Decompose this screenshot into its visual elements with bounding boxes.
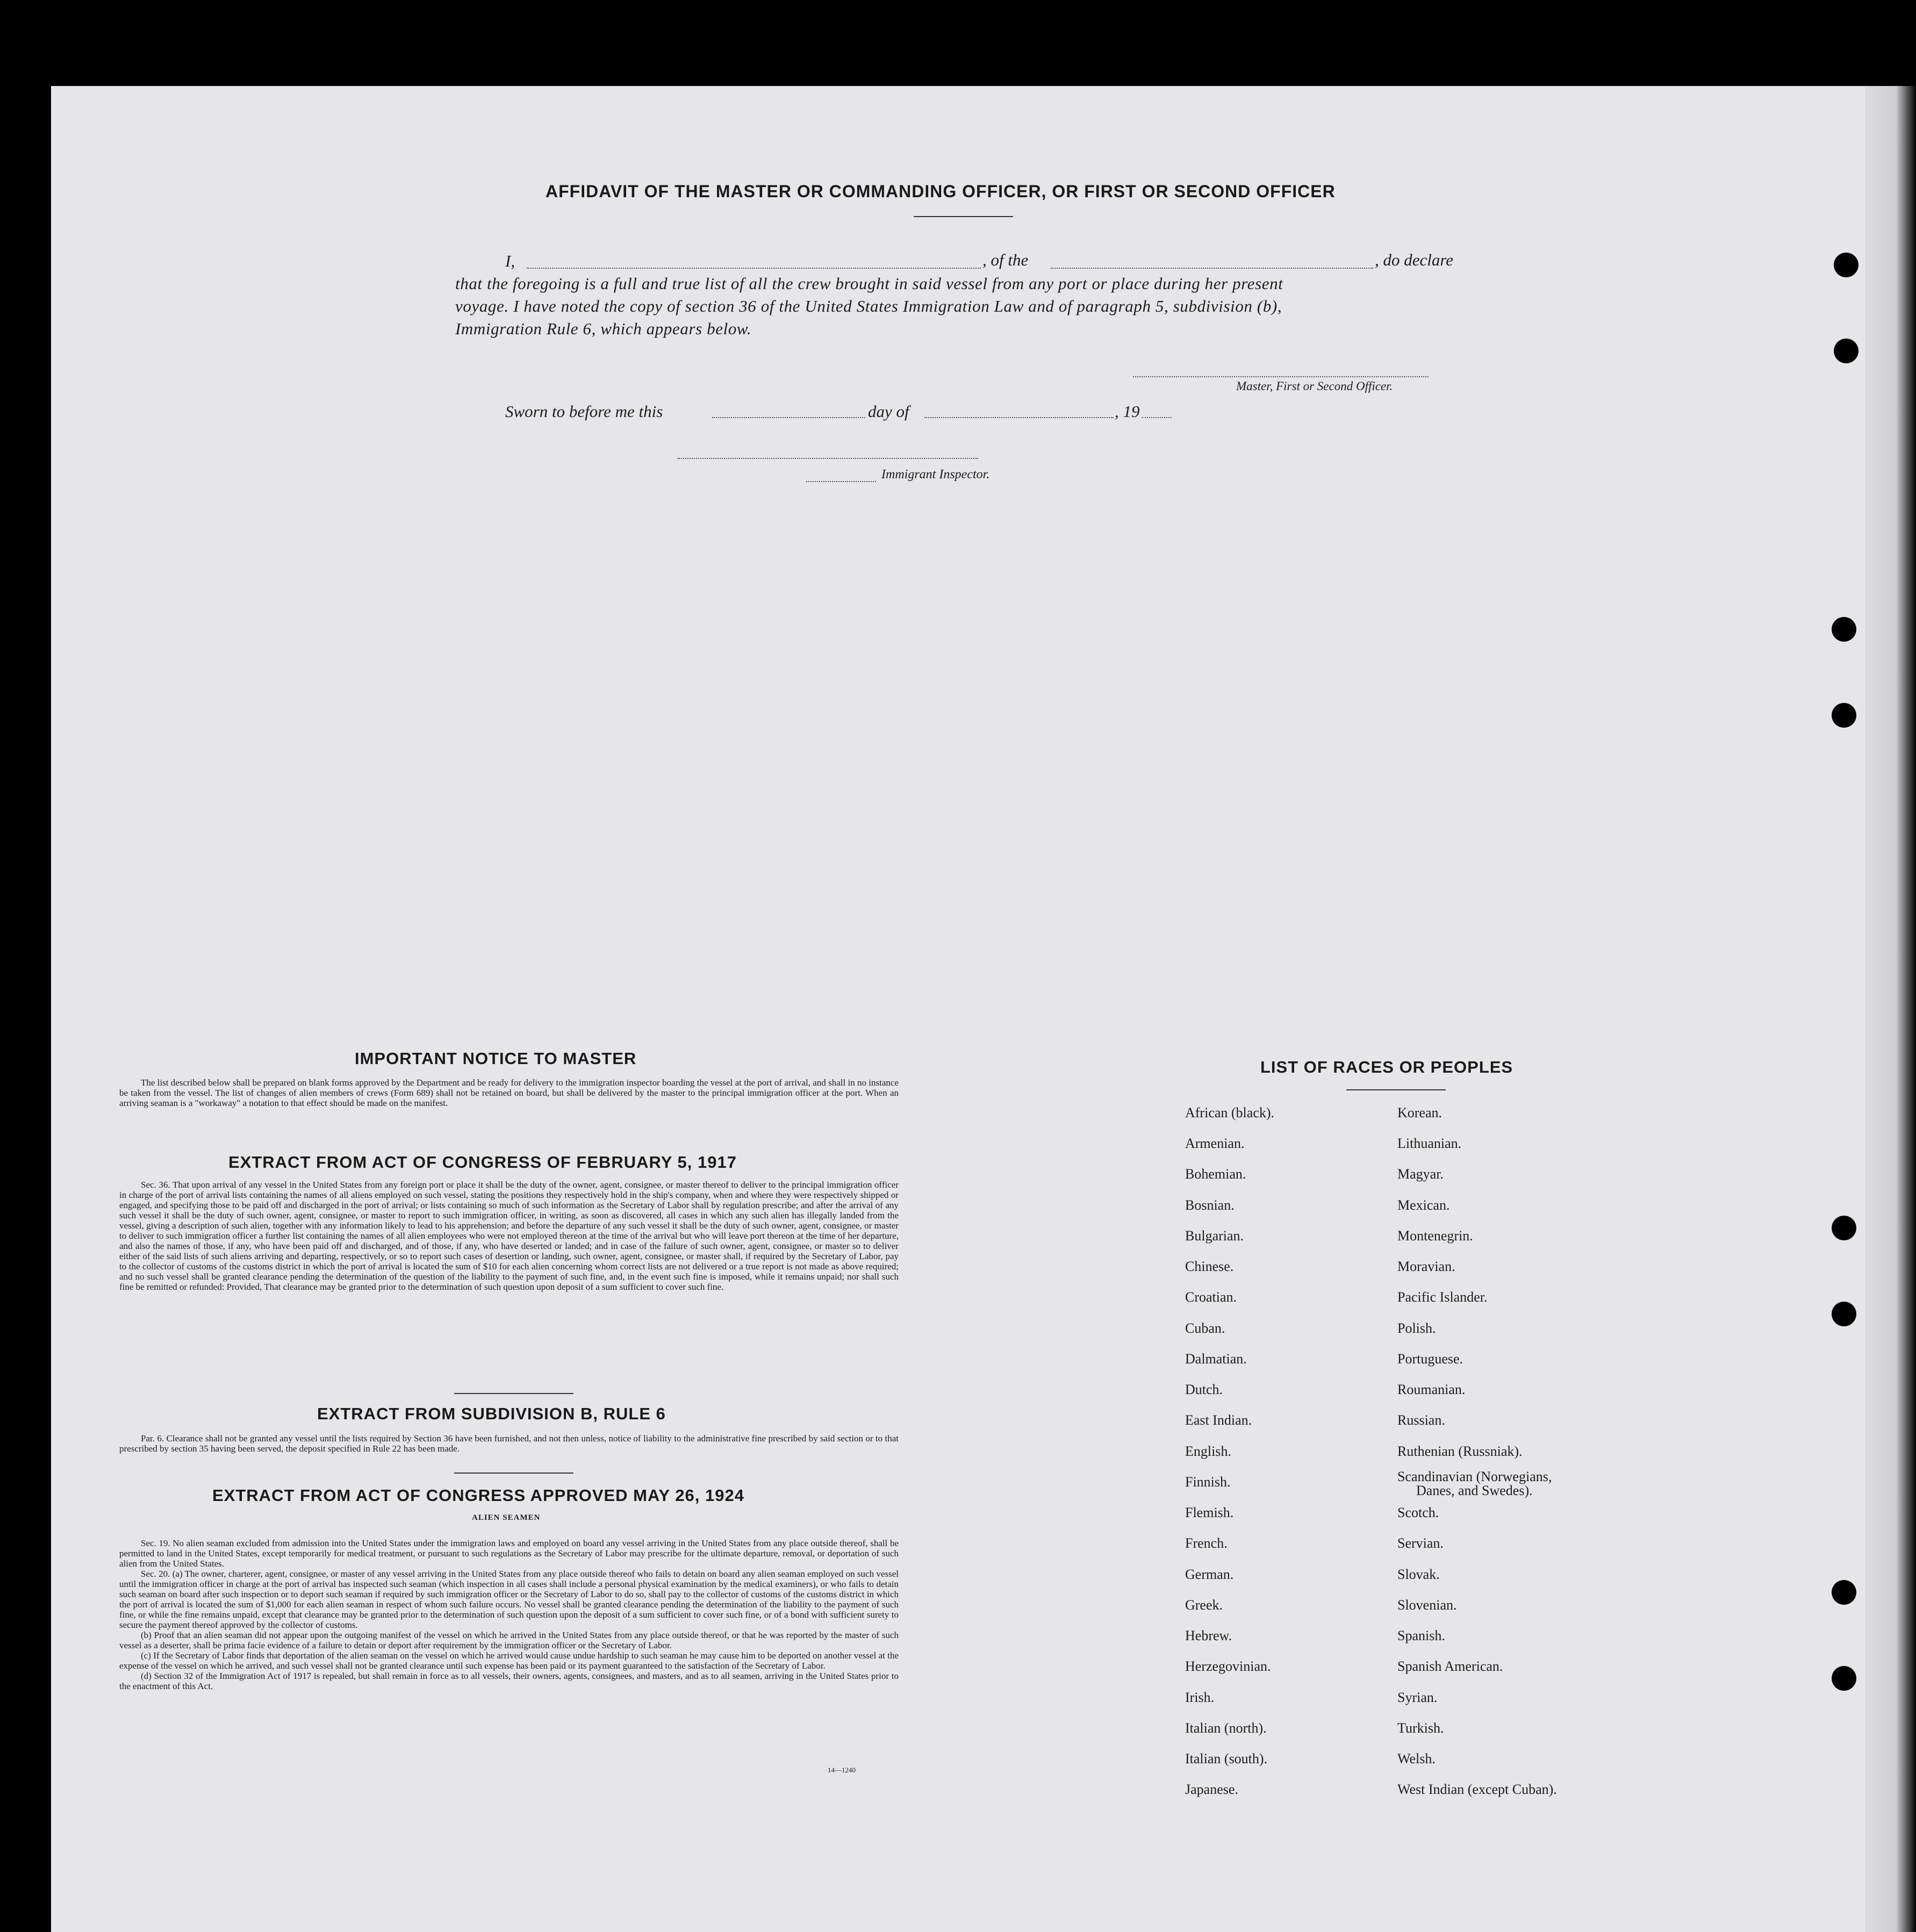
race-item: Japanese. — [1185, 1782, 1238, 1797]
extract-1924-paragraph: Sec. 19. No alien seaman excluded from admission into the United States under the immigration laws and employed on board any vessel arriving in the United States from any place outside thereof, shall be permitted to land in the United States, except temporarily for medical treatment, or pursuant to such regulations as the Secretary of Labor may prescribe for the ultimate departure, removal, or deportation of such alien from the United States. — [119, 1538, 899, 1569]
race-item: Russian. — [1397, 1412, 1445, 1428]
race-item: Welsh. — [1397, 1751, 1436, 1766]
notice-body: The list described below shall be prepared on blank forms approved by the Department and be ready for delivery to the immigration inspector boarding the vessel at the port of arrival, and shall in no instance be taken from the vessel. The list of changes of alien members of crews (Form 689) shall not be retained on board, but shall be delivered by the master to the principal immigration officer at the port. When an arriving seaman is a "workaway" a notation to that effect should be made on the manifest. — [119, 1078, 899, 1108]
race-item: Croatian. — [1185, 1289, 1237, 1305]
section-divider — [454, 1473, 573, 1474]
race-item: Cuban. — [1185, 1320, 1225, 1336]
race-item: Slovak. — [1397, 1567, 1440, 1582]
form-number: 14—1240 — [828, 1766, 856, 1774]
race-item: German. — [1185, 1567, 1234, 1582]
race-item: Magyar. — [1397, 1166, 1444, 1182]
race-item: Dalmatian. — [1185, 1351, 1247, 1367]
affidavit-line-4: Immigration Rule 6, which appears below. — [455, 319, 752, 338]
race-item: Portuguese. — [1397, 1351, 1463, 1367]
punch-hole — [1832, 1580, 1856, 1605]
race-item: Turkish. — [1397, 1720, 1444, 1736]
signature-field[interactable] — [1133, 376, 1429, 377]
affidavit-i: I, — [505, 252, 515, 270]
race-item: Bosnian. — [1185, 1197, 1235, 1213]
race-item: Lithuanian. — [1397, 1136, 1462, 1151]
race-item: Herzegovinian. — [1185, 1658, 1271, 1674]
race-item: Servian. — [1397, 1535, 1444, 1551]
sworn-day-field[interactable] — [712, 417, 865, 418]
title-underline — [914, 216, 1013, 217]
race-item: Finnish. — [1185, 1474, 1231, 1490]
sworn-year-field[interactable] — [1142, 417, 1172, 418]
punch-hole — [1832, 703, 1856, 728]
inspector-label: Immigrant Inspector. — [881, 468, 990, 482]
extract-1924-paragraph: (d) Section 32 of the Immigration Act of 1917 is repealed, but shall remain in force as to all vessels, their owners, agents, consignees, and masters, and as to all seamen, arriving in the United States prior to the enactment of this Act. — [119, 1671, 899, 1691]
name-field[interactable] — [527, 268, 981, 269]
race-item: French. — [1185, 1535, 1228, 1551]
extract-1924-paragraph: (c) If the Secretary of Labor finds that deportation of the alien seaman on the vessel on which he arrived would cause undue hardship to such seaman he may cause him to be deported on another vessel at the expense of the vessel on which he arrived, and such vessel shall not be granted clearance until such expense has been paid or its payment guaranteed to the satisfaction of the Secretary of Labor. — [119, 1650, 899, 1671]
race-item: Armenian. — [1185, 1136, 1245, 1151]
extract-1924-paragraph: (b) Proof that an alien seaman did not appear upon the outgoing manifest of the vessel on which he arrived in the United States from any place outside thereof, or that he was reported by the master of such vessel as a deserter, shall be prima facie evidence of a failure to detain or deport after requirement by the immigration officer or the Secretary of Labor. — [119, 1630, 899, 1650]
race-item: West Indian (except Cuban). — [1397, 1782, 1557, 1797]
rule6-body: Par. 6. Clearance shall not be granted any vessel until the lists required by Section 36 have been furnished, and not then unless, notice of liability to the administrative fine prescribed by said section or to that prescribed by section 35 having been served, the deposit specified in Rule 22 has been made. — [119, 1433, 899, 1454]
punch-hole — [1832, 1216, 1856, 1240]
race-item: Hebrew. — [1185, 1628, 1232, 1643]
race-item: Syrian. — [1397, 1690, 1438, 1705]
race-item: Scotch. — [1397, 1505, 1439, 1520]
affidavit-title: AFFIDAVIT OF THE MASTER OR COMMANDING OFFICER, OR FIRST OR SECOND OFFICER — [546, 182, 1336, 201]
races-title-underline — [1346, 1089, 1446, 1090]
race-item: Danes, and Swedes). — [1416, 1483, 1533, 1498]
extract-1924-body — [119, 1538, 899, 1691]
inspector-signature-field[interactable] — [677, 458, 978, 459]
race-item: Dutch. — [1185, 1382, 1223, 1397]
race-item: Bohemian. — [1185, 1166, 1246, 1182]
race-item: Korean. — [1397, 1105, 1443, 1121]
race-item: Moravian. — [1397, 1259, 1455, 1274]
race-item: East Indian. — [1185, 1412, 1252, 1428]
punch-hole — [1832, 1302, 1856, 1326]
races-title: LIST OF RACES OR PEOPLES — [1260, 1058, 1513, 1076]
race-item: Irish. — [1185, 1690, 1215, 1705]
day-of-text: day of — [868, 402, 909, 421]
race-item: Roumanian. — [1397, 1382, 1466, 1397]
race-item: Flemish. — [1185, 1505, 1234, 1520]
race-item: Greek. — [1185, 1597, 1223, 1613]
vessel-field[interactable] — [1051, 268, 1373, 269]
sworn-month-field[interactable] — [924, 417, 1114, 418]
race-item: English. — [1185, 1443, 1231, 1459]
race-item: African (black). — [1185, 1105, 1275, 1121]
affidavit-line-2: that the foregoing is a full and true list of all the crew brought in said vessel from any port or place during her present — [455, 274, 1283, 293]
race-item: Bulgarian. — [1185, 1228, 1244, 1244]
punch-hole — [1834, 253, 1858, 277]
page-edge-shadow — [1865, 86, 1916, 1932]
race-item: Spanish American. — [1397, 1658, 1503, 1674]
extract-1924-title: EXTRACT FROM ACT OF CONGRESS APPROVED MAY 26, 1924 — [212, 1486, 744, 1505]
affidavit-line-3: voyage. I have noted the copy of section 36 of the United States Immigration Law and of paragraph 5, subdivision (b), — [455, 297, 1282, 315]
inspector-port-field[interactable] — [806, 481, 876, 482]
race-item: Italian (north). — [1185, 1720, 1267, 1736]
affidavit-of-the: , of the — [982, 250, 1029, 269]
signature-label: Master, First or Second Officer. — [1236, 379, 1393, 393]
race-item: Polish. — [1397, 1320, 1436, 1336]
race-item: Ruthenian (Russniak). — [1397, 1443, 1523, 1459]
punch-hole — [1832, 1666, 1856, 1691]
race-item: Pacific Islander. — [1397, 1289, 1488, 1305]
race-item: Spanish. — [1397, 1628, 1445, 1643]
extract-1917-body: Sec. 36. That upon arrival of any vessel in the United States from any foreign port or place it shall be the duty of the owner, agent, consignee, or master thereof to deliver to the principal immigration officer in charge of the port of arrival lists containing the names of all aliens employed on such vessel, stating the positions they respectively hold in the ship's company, when and where they were respectively shipped or engaged, and specifying those to be paid off and discharged in the port of arrival; or lists containing so much of such information as the Secretary of Labor shall by regulation prescribe; and after the arrival of any such vessel it shall be the duty of such owner, agent, consignee, or master to report to such immigration officer, in writing, as soon as discovered, all cases in which any such alien has illegally landed from the vessel, giving a description of such alien, together with any information likely to lead to his apprehension; and before the departure of any such vessel it shall be the duty of such owner, agent, consignee, or master to deliver to such immigration officer a further list containing the names of all alien employees who were not employed thereon at the time of the arrival but who will leave port thereon at the time of her departure, and also the names of those, if any, who have been paid off and discharged, and of those, if any, who have deserted or landed; and in case of the failure of such owner, agent, consignee, or master so to deliver either of the said lists of such aliens arriving and departing, respectively, or so to report such cases of desertion or landing, such owner, agent, consignee, or master shall, if required by the Secretary of Labor, pay to the collector of customs of the customs district in which the port of arrival is located the sum of $10 for each alien concerning whom correct lists are not delivered or a true report is not made as above required; and no such vessel shall be granted clearance pending the determination of the question of the liability to the payment of such fine, and, in the event such fine is imposed, while it remains unpaid; nor shall such fine be remitted or refunded: Provided, That clearance may be granted prior to the determination of such question upon deposit of a sum sufficient to cover such fine. — [119, 1180, 899, 1292]
race-item: Scandinavian (Norwegians, — [1397, 1469, 1552, 1484]
race-item: Montenegrin. — [1397, 1228, 1473, 1244]
affidavit-do-declare: , do declare — [1375, 250, 1454, 269]
year-text: , 19 — [1115, 402, 1140, 421]
extract-1917-title: EXTRACT FROM ACT OF CONGRESS OF FEBRUARY 5, 1917 — [228, 1153, 737, 1172]
section-divider — [454, 1393, 573, 1394]
rule6-title: EXTRACT FROM SUBDIVISION B, RULE 6 — [317, 1404, 666, 1423]
sworn-text: Sworn to before me this — [505, 402, 663, 421]
race-item: Mexican. — [1397, 1197, 1450, 1213]
race-item: Italian (south). — [1185, 1751, 1268, 1766]
notice-title: IMPORTANT NOTICE TO MASTER — [355, 1049, 637, 1068]
extract-1924-paragraph: Sec. 20. (a) The owner, charterer, agent, consignee, or master of any vessel arriving in the United States from any place outside thereof who fails to detain on board any alien seaman employed on such vessel until the immigration officer in charge at the port of arrival has inspected such seaman (which inspection in all cases shall include a personal physical examination by the medical examiners), or who fails to detain such seaman on board after such inspection or to deport such seaman if required by such immigration officer or the Secretary of Labor to do so, shall pay to the collector of customs of the customs district in which the port of arrival is located the sum of $1,000 for each alien seaman in respect of whom such failure occurs. No vessel shall be granted clearance pending the determination of the liability to the payment of such fine, or while the fine remains unpaid, except that clearance may be granted prior to the determination of such question upon the deposit of a sum sufficient to cover such fine, or of a bond with sufficient surety to secure the payment thereof approved by the collector of customs. — [119, 1569, 899, 1630]
punch-hole — [1832, 617, 1856, 642]
race-item: Slovenian. — [1397, 1597, 1457, 1613]
race-item: Chinese. — [1185, 1259, 1234, 1274]
punch-hole — [1834, 339, 1858, 363]
alien-seamen-subtitle: ALIEN SEAMEN — [472, 1513, 541, 1522]
